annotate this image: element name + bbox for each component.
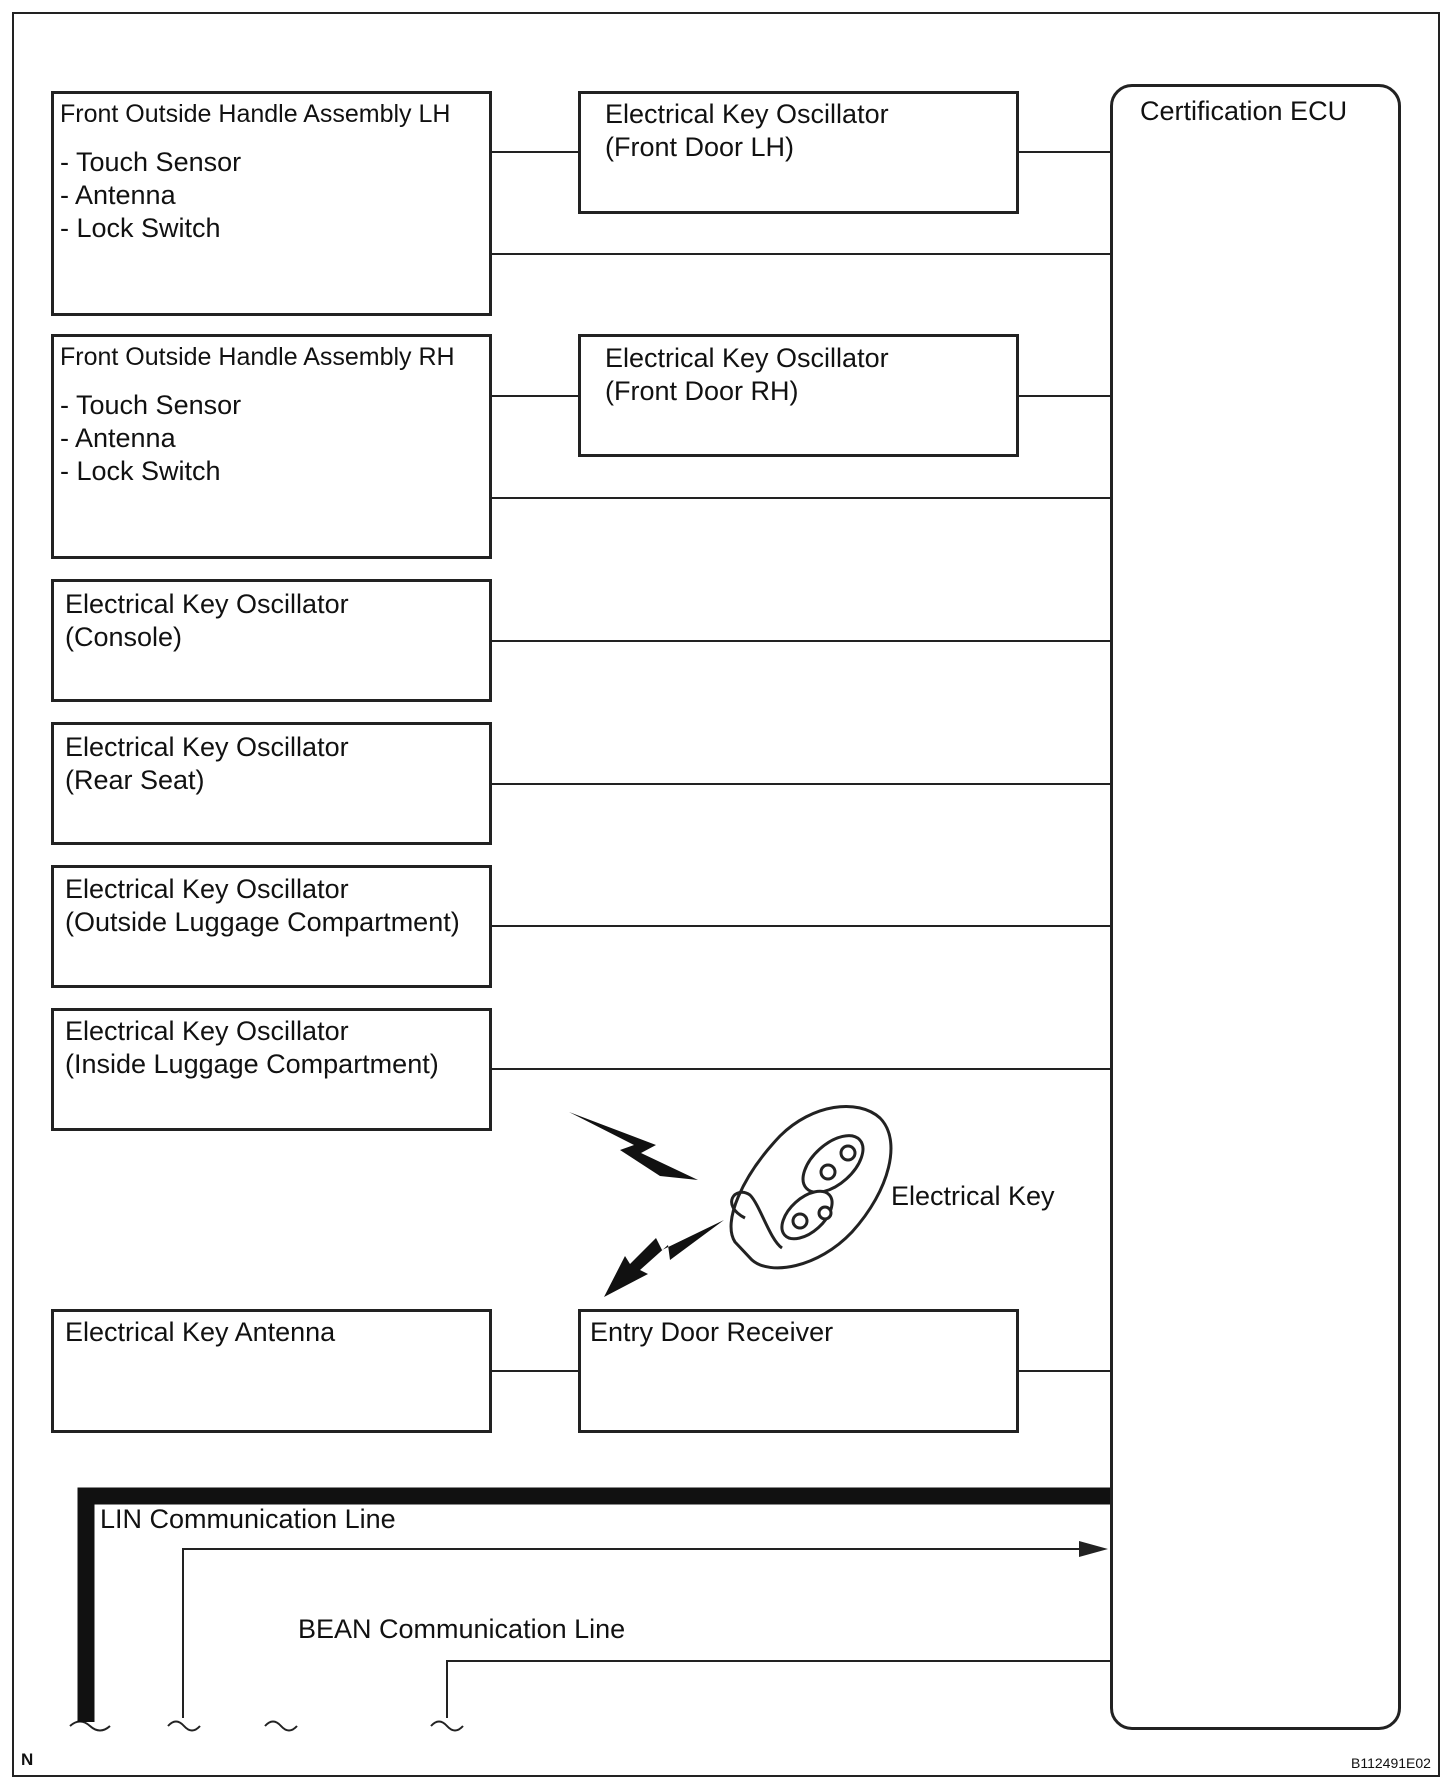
entry-receiver-label: Entry Door Receiver bbox=[590, 1317, 834, 1347]
oscillator-front-door-rh[interactable] bbox=[578, 334, 1019, 457]
osc-outside-luggage-line1: Electrical Key Oscillator bbox=[65, 874, 349, 904]
handle-lh-item-touch-sensor: - Touch Sensor bbox=[60, 147, 242, 177]
osc-outside-luggage-line2: (Outside Luggage Compartment) bbox=[65, 907, 460, 937]
key-fob-icon bbox=[731, 1106, 891, 1267]
lin-arrowhead bbox=[1079, 1541, 1108, 1557]
signal-arrow-to-key bbox=[569, 1112, 698, 1180]
osc-console-line1: Electrical Key Oscillator bbox=[65, 589, 349, 619]
oscillator-rear-seat[interactable] bbox=[51, 722, 492, 845]
handle-lh-item-lock-switch: - Lock Switch bbox=[60, 213, 221, 243]
break-mark-lin bbox=[168, 1722, 200, 1731]
osc-rear-seat-line2: (Rear Seat) bbox=[65, 765, 205, 795]
handle-rh-item-lock-switch: - Lock Switch bbox=[60, 456, 221, 486]
handle-lh-item-antenna: - Antenna bbox=[60, 180, 176, 210]
front-outside-handle-rh[interactable] bbox=[51, 334, 492, 559]
bean-line bbox=[447, 1661, 1111, 1718]
figure-id: B112491E02 bbox=[1351, 1755, 1431, 1771]
oscillator-front-door-lh[interactable] bbox=[578, 91, 1019, 214]
break-mark-bean bbox=[431, 1722, 463, 1731]
handle-rh-item-antenna: - Antenna bbox=[60, 423, 176, 453]
entry-door-receiver[interactable] bbox=[578, 1309, 1019, 1433]
electrical-key-antenna[interactable] bbox=[51, 1309, 492, 1433]
osc-front-lh-line1: Electrical Key Oscillator bbox=[605, 99, 889, 129]
osc-inside-luggage-line1: Electrical Key Oscillator bbox=[65, 1016, 349, 1046]
osc-front-rh-line2: (Front Door RH) bbox=[605, 376, 799, 406]
frame-label: N bbox=[21, 1750, 34, 1769]
certification-ecu[interactable] bbox=[1110, 84, 1401, 1730]
oscillator-console[interactable] bbox=[51, 579, 492, 702]
handle-rh-title: Front Outside Handle Assembly RH bbox=[60, 343, 455, 371]
osc-inside-luggage-line2: (Inside Luggage Compartment) bbox=[65, 1049, 439, 1079]
handle-lh-title: Front Outside Handle Assembly LH bbox=[60, 100, 451, 128]
osc-front-lh-line2: (Front Door LH) bbox=[605, 132, 795, 162]
oscillator-inside-luggage[interactable] bbox=[51, 1008, 492, 1131]
oscillator-outside-luggage[interactable] bbox=[51, 865, 492, 988]
osc-console-line2: (Console) bbox=[65, 622, 183, 652]
lin-line-label: LIN Communication Line bbox=[100, 1504, 396, 1534]
osc-rear-seat-line1: Electrical Key Oscillator bbox=[65, 732, 349, 762]
handle-rh-item-touch-sensor: - Touch Sensor bbox=[60, 390, 242, 420]
front-outside-handle-lh[interactable] bbox=[51, 91, 492, 316]
bean-line-label: BEAN Communication Line bbox=[298, 1614, 626, 1644]
osc-front-rh-line1: Electrical Key Oscillator bbox=[605, 343, 889, 373]
key-antenna-label: Electrical Key Antenna bbox=[65, 1317, 336, 1347]
ecu-label: Certification ECU bbox=[1140, 96, 1348, 126]
signal-arrow-to-receiver bbox=[604, 1220, 724, 1297]
break-mark-power bbox=[70, 1722, 110, 1731]
electrical-key-label: Electrical Key bbox=[891, 1181, 1055, 1211]
break-mark-mid bbox=[265, 1722, 297, 1731]
